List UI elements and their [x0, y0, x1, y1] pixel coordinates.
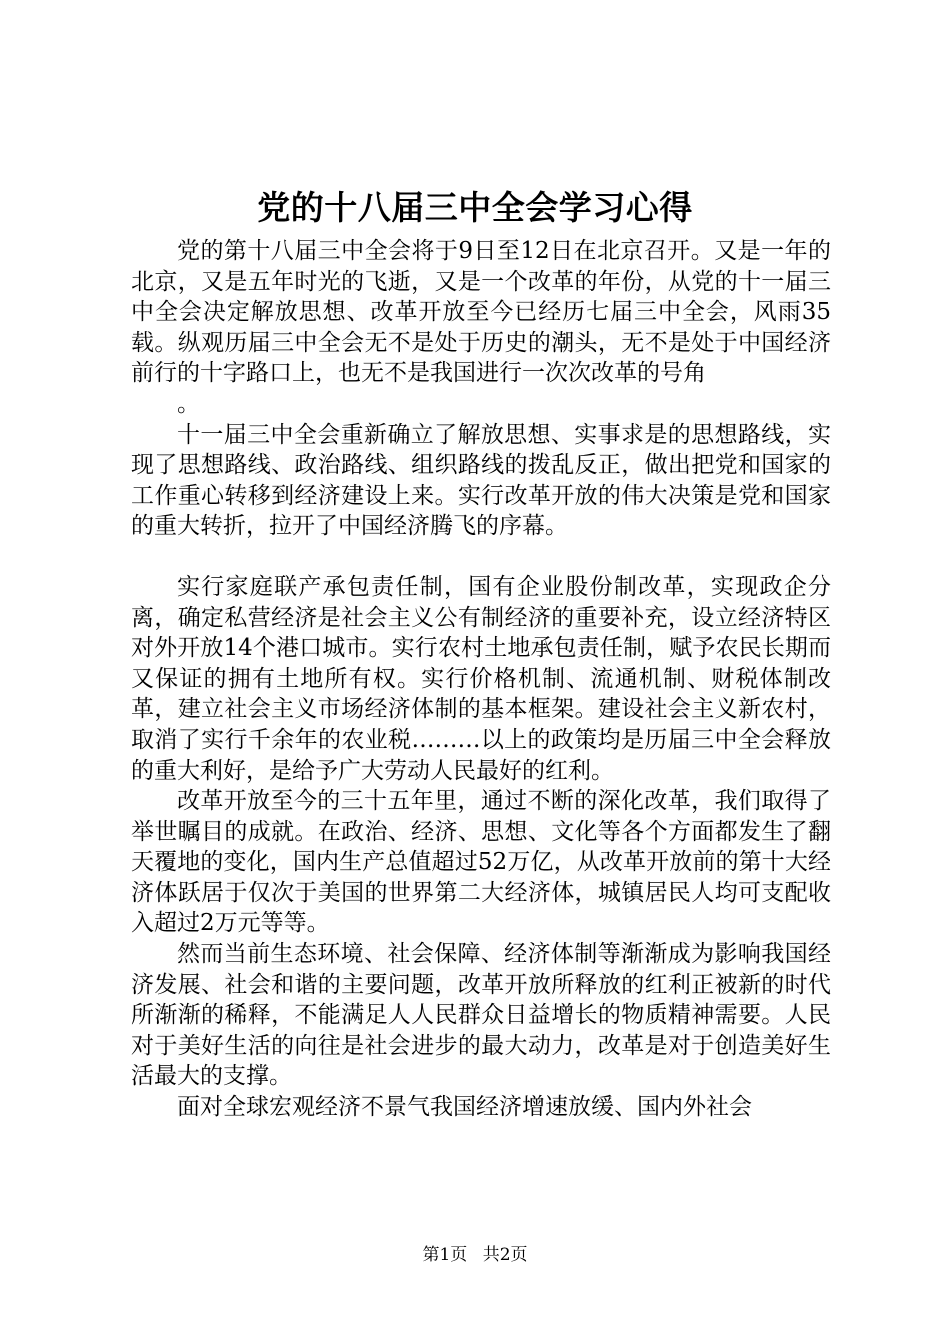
paragraph: 改革开放至今的三十五年里，通过不断的深化改革，我们取得了举世瞩目的成就。在政治、经济、思想、文化等各个方面都发生了翻天覆地的变化，国内生产总值超过52万亿，从改革开放前的第十大经济体跃居于仅次于美国的世界第二大经济体，城镇居民人均可支配收入超过2万元等等。 — [131, 788, 831, 937]
paragraph: 党的第十八届三中全会将于9日至12日在北京召开。又是一年的北京，又是五年时光的飞逝，又是一个改革的年份，从党的十一届三中全会决定解放思想、改革开放至今已经历七届三中全会，风雨35载。纵观历届三中全会无不是处于历史的潮头，无不是处于中国经济前行的十字路口上，也无不是我国进行一次次改革的号角 — [131, 238, 831, 387]
paragraph: 面对全球宏观经济不景气我国经济增速放缓、国内外社会 — [177, 1094, 752, 1121]
document-title: 党的十八届三中全会学习心得 — [257, 188, 693, 227]
paragraph: 十一届三中全会重新确立了解放思想、实事求是的思想路线，实现了思想路线、政治路线、组织路线的拨乱反正，做出把党和国家的工作重心转移到经济建设上来。实行改革开放的伟大决策是党和国家的重大转折，拉开了中国经济腾飞的序幕。 — [131, 421, 831, 540]
page-number: 第1页 — [422, 1245, 468, 1265]
paragraph: 然而当前生态环境、社会保障、经济体制等渐渐成为影响我国经济发展、社会和谐的主要问题，改革开放所释放的红利正被新的时代所渐渐的稀释，不能满足人人民群众日益增长的物质精神需要。人民对于美好生活的向往是社会进步的最大动力，改革是对于创造美好生活最大的支撑。 — [131, 941, 831, 1090]
paragraph: 。 — [177, 390, 200, 417]
page-footer — [0, 1244, 950, 1266]
document-body — [131, 236, 831, 1123]
page-total: 共2页 — [482, 1245, 528, 1265]
paragraph: 实行家庭联产承包责任制，国有企业股份制改革，实现政企分离，确定私营经济是社会主义公有制经济的重要补充，设立经济特区对外开放14个港口城市。实行农村土地承包责任制，赋予农民长期而又保证的拥有土地所有权。实行价格机制、流通机制、财税体制改革，建立社会主义市场经济体制的基本框架。建设社会主义新农村，取消了实行千余年的农业税………以上的政策均是历届三中全会释放的重大利好，是给予广大劳动人民最好的红利。 — [131, 573, 831, 784]
